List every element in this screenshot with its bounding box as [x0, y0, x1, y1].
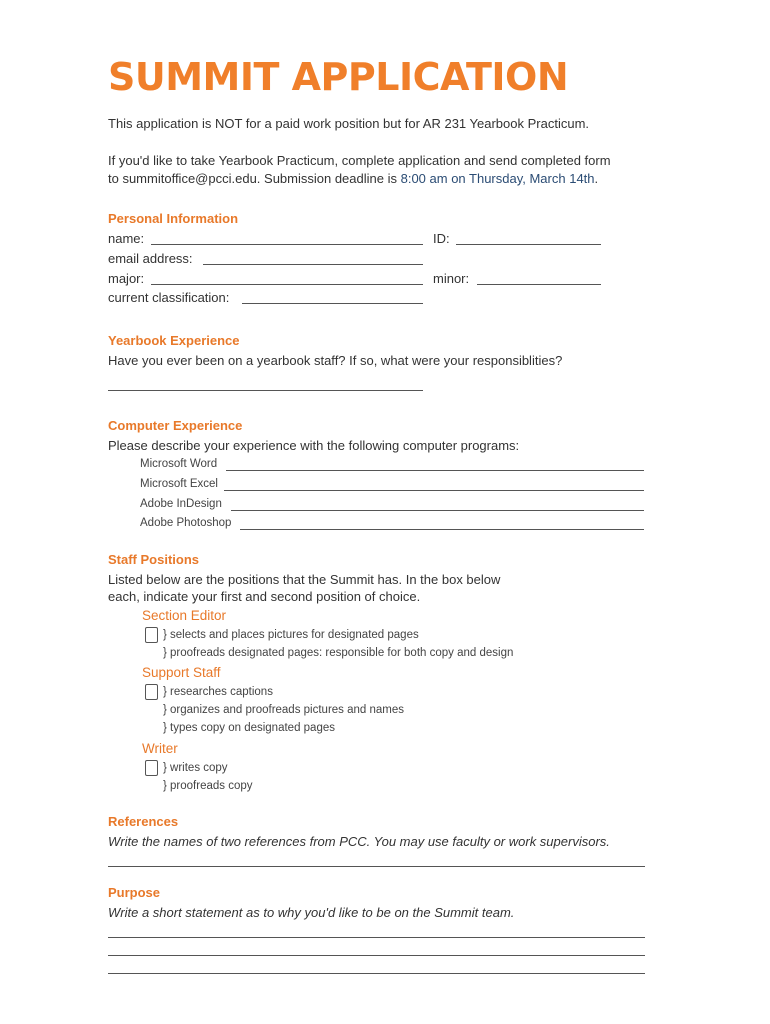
id-label: ID: — [433, 231, 450, 246]
duty-item: } organizes and proofreads pictures and names — [163, 704, 405, 716]
id-field[interactable] — [456, 244, 601, 245]
support-staff-checkbox[interactable] — [145, 684, 158, 700]
deadline-text: 8:00 am on Thursday, March 14th — [400, 171, 595, 186]
yearbook-heading: Yearbook Experience — [108, 333, 240, 348]
purpose-field-line-3[interactable] — [108, 973, 645, 974]
computer-heading: Computer Experience — [108, 418, 243, 433]
duty-item: } proofreads copy — [163, 780, 253, 792]
major-label: major: — [108, 271, 145, 286]
program-field-photoshop[interactable] — [240, 529, 644, 530]
program-label-indesign: Adobe InDesign — [140, 498, 222, 510]
intro-line-3 — [108, 171, 598, 186]
program-field-indesign[interactable] — [231, 510, 644, 511]
duty-item: } selects and places pictures for designated pages — [163, 629, 419, 641]
duty-item: } writes copy — [163, 762, 228, 774]
program-label-word: Microsoft Word — [140, 458, 218, 470]
program-label-excel: Microsoft Excel — [140, 478, 218, 490]
email-field[interactable] — [203, 264, 423, 265]
staff-heading: Staff Positions — [108, 552, 200, 567]
personal-info-heading: Personal Information — [108, 211, 239, 226]
email-label: email address: — [108, 251, 193, 266]
duty-item: } types copy on designated pages — [163, 722, 335, 734]
purpose-field-line-1[interactable] — [108, 937, 645, 938]
name-label: name: — [108, 231, 145, 246]
classification-field[interactable] — [242, 303, 423, 304]
position-section-editor: Section Editor — [142, 608, 227, 623]
duty-item: } proofreads designated pages: responsible for both copy and design — [163, 647, 514, 659]
intro-email-text: to summitoffice@pcci.edu. Submission deadline is — [108, 171, 401, 186]
duty-item: } researches captions — [163, 686, 273, 698]
references-heading: References — [108, 814, 179, 829]
staff-desc-line-2: each, indicate your first and second position of choice. — [108, 589, 421, 604]
program-field-word[interactable] — [226, 470, 644, 471]
purpose-prompt: Write a short statement as to why you'd like to be on the Summit team. — [108, 905, 515, 920]
staff-desc-line-1: Listed below are the positions that the Summit has. In the box below — [108, 572, 501, 587]
yearbook-question: Have you ever been on a yearbook staff? If so, what were your responsiblities? — [108, 353, 563, 368]
writer-checkbox[interactable] — [145, 760, 158, 776]
page-title: SUMMIT APPLICATION — [108, 55, 569, 99]
program-field-excel[interactable] — [224, 490, 644, 491]
intro-line-2: If you'd like to take Yearbook Practicum, complete application and send completed form — [108, 153, 611, 168]
references-field[interactable] — [108, 866, 645, 867]
yearbook-answer-field[interactable] — [108, 390, 423, 391]
position-writer: Writer — [142, 741, 178, 756]
position-support-staff: Support Staff — [142, 665, 221, 680]
intro-period: . — [594, 171, 599, 186]
program-label-photoshop: Adobe Photoshop — [140, 517, 232, 529]
references-prompt: Write the names of two references from PCC. You may use faculty or work supervisors. — [108, 834, 610, 849]
name-field[interactable] — [151, 244, 423, 245]
computer-prompt: Please describe your experience with the following computer programs: — [108, 438, 520, 453]
purpose-heading: Purpose — [108, 885, 161, 900]
classification-label: current classification: — [108, 290, 230, 305]
major-field[interactable] — [151, 284, 423, 285]
intro-line-1: This application is NOT for a paid work position but for AR 231 Yearbook Practicum. — [108, 116, 590, 131]
minor-field[interactable] — [477, 284, 601, 285]
purpose-field-line-2[interactable] — [108, 955, 645, 956]
minor-label: minor: — [433, 271, 470, 286]
section-editor-checkbox[interactable] — [145, 627, 158, 643]
